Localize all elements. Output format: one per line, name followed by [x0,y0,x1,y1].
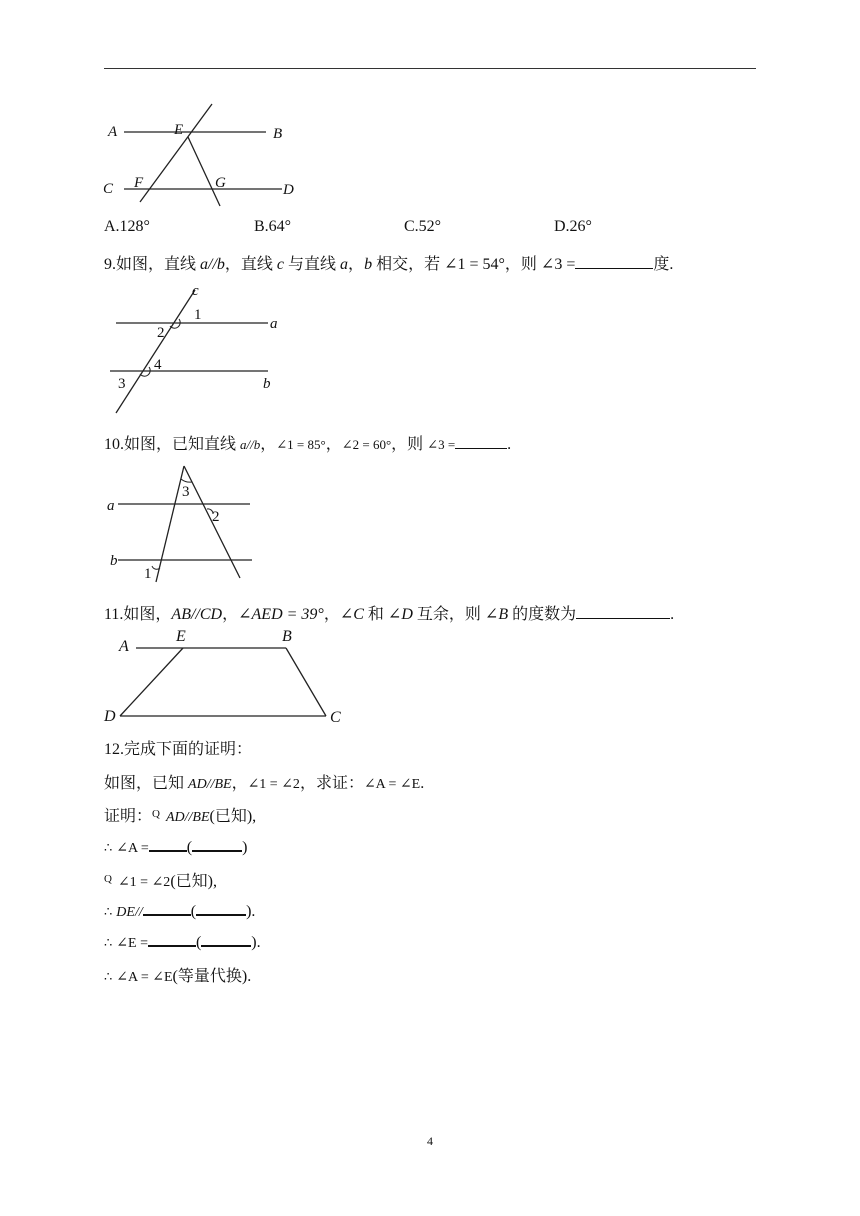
q12-proof-line-6: ∴ ∠A = ∠E(等量代换). [104,968,252,985]
q12-given: 如图，已知 AD//BE，∠1 = ∠2，求证：∠A = ∠E. [104,775,425,792]
q11-label-A: A [119,638,129,655]
q11-label-C: C [330,709,341,726]
q12-title: 12.完成下面的证明： [104,741,253,758]
q12-blank-4[interactable] [196,900,246,916]
q8-option-c: C.52° [404,218,442,235]
q9-label-b: b [263,376,271,392]
q10-label-2: 2 [212,509,220,525]
q12-blank-6[interactable] [201,931,251,947]
q9-figure [100,282,290,418]
q11-label-B: B [282,628,292,645]
q9-label-4: 4 [154,357,162,373]
header-rule [104,68,756,69]
q10-label-a: a [107,498,115,514]
q12-blank-2[interactable] [192,836,242,852]
q8-label-G: G [215,175,226,191]
q9-label-3: 3 [118,376,126,392]
q11-question: 11.如图，AB//CD，∠AED = 39°，∠C 和 ∠D 互余，则 ∠B 的度数为 . [104,606,675,623]
q8-option-b: B.64° [254,218,292,235]
q8-option-d: D.26° [554,218,592,235]
q8-option-a: A.128° [104,218,150,235]
q12-proof-line-3: $^Q$ ∠1 = ∠2(已知), [104,873,217,890]
q11-answer-blank[interactable] [576,604,670,619]
q9-label-1: 1 [194,307,202,323]
q8-label-A: A [108,124,118,140]
q8-figure [100,98,300,210]
page-number: 4 [427,1134,433,1148]
q8-label-E: E [174,122,184,138]
q8-label-B: B [273,126,283,142]
q10-label-b: b [110,553,118,569]
q12-blank-1[interactable] [149,836,187,852]
q8-label-F: F [134,175,144,191]
q8-label-C: C [103,181,114,197]
q9-label-c: c [192,283,199,299]
q10-label-1: 1 [144,566,152,582]
q12-blank-5[interactable] [148,931,196,947]
q8-label-D: D [283,182,294,198]
q10-figure [100,462,260,586]
q10-question: 10.如图，已知直线 a//b，∠1 = 85°，∠2 = 60°，则 ∠3 = . [104,436,512,453]
q9-answer-blank[interactable] [575,254,653,269]
q12-proof-line-2: ∴ ∠A = ( ) [104,836,247,857]
q9-label-2: 2 [157,325,165,341]
q12-proof-line-1: 证明：$^Q$ AD//BE(已知), [104,808,257,825]
q10-answer-blank[interactable] [455,434,507,449]
q12-proof-line-4: ∴ DE// ( ). [104,900,255,921]
q12-blank-3[interactable] [143,900,191,916]
q10-label-3: 3 [182,484,190,500]
q11-figure [100,626,350,726]
q9-question: 9.如图，直线 a//b，直线 c 与直线 a，b 相交，若 ∠1 = 54°，则 ∠3 = 度. [104,256,674,273]
q9-label-a: a [270,316,278,332]
q11-label-E: E [176,628,186,645]
q12-proof-line-5: ∴ ∠E = ( ). [104,931,261,952]
q11-label-D: D [104,708,116,725]
